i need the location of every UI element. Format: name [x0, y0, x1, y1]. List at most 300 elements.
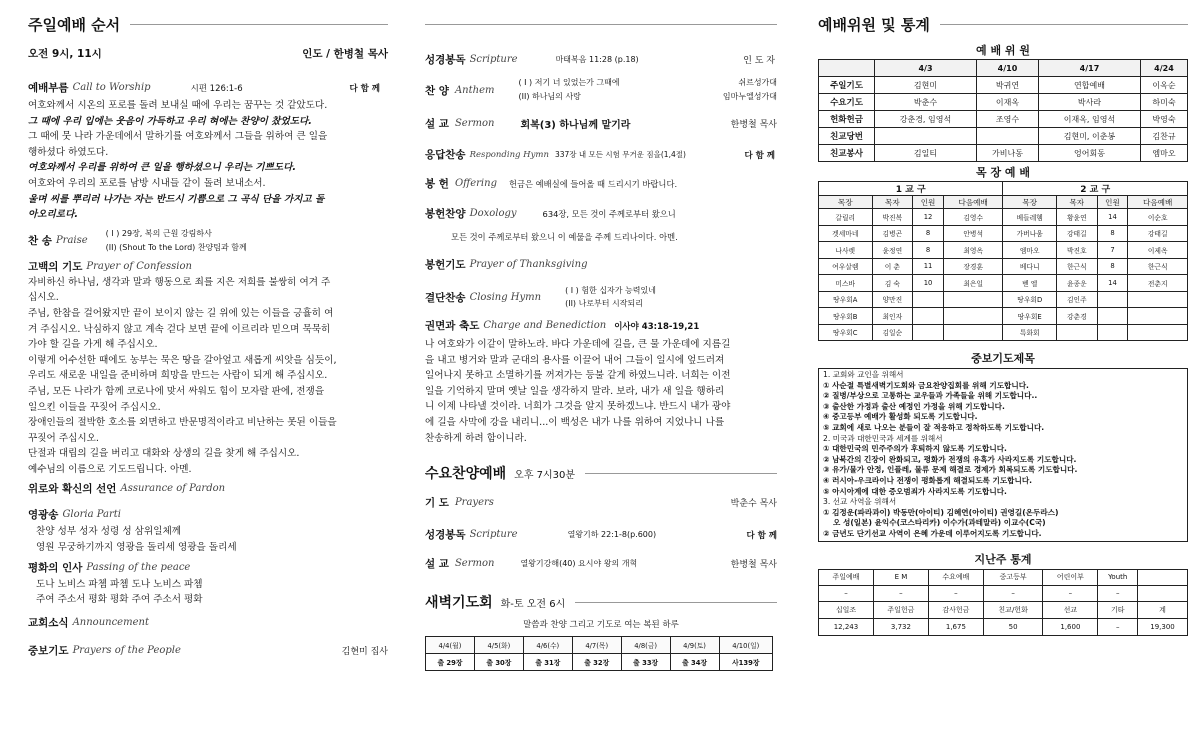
dawn-day: 4/7(목): [572, 637, 621, 654]
service-leader: 인도 / 한병철 목사: [302, 48, 388, 60]
cell-cell: 김영수: [943, 209, 1003, 226]
stat-value: 1,675: [928, 618, 983, 635]
assurance-label: 위로와 확신의 선언: [28, 483, 117, 496]
people-prayer-label: 중보기도: [28, 644, 69, 657]
confession-line: 일으킨 이들을 꾸짖어 주십시오.: [28, 401, 161, 413]
offering-row: [425, 176, 777, 191]
doxology-label: 봉헌찬양: [425, 208, 466, 220]
prayer-item: ③ 출산한 가정과 출산 예정인 가정을 위해 기도합니다.: [823, 401, 1005, 411]
stat-header: 기타: [1098, 601, 1138, 618]
charge-label-en: Charge and Benediction: [483, 320, 607, 331]
announcement-label: 교회소식: [28, 616, 69, 629]
peace-label-en: Passing of the peace: [86, 561, 191, 573]
cell-cell: 박진복: [872, 209, 913, 226]
cell-cell: 땅우회D: [1003, 291, 1057, 308]
doxology-row: [425, 206, 777, 221]
service-time: 오전 9시, 11시: [28, 48, 102, 60]
call-line: 아오리로다.: [28, 209, 78, 221]
cell-cell: 강춘경: [1056, 308, 1097, 325]
stat-header: 중고등부: [983, 569, 1043, 585]
prayer-heading: 3. 선교 사역을 위해서: [823, 497, 897, 507]
praise-label-en: Praise: [55, 235, 88, 247]
cell-cell: [943, 291, 1003, 308]
cell-cell: 8: [913, 242, 944, 259]
cell-cell: 최인자: [872, 308, 913, 325]
anthem-item: ( I ) 저기 너 있었는가 그때에: [518, 78, 620, 87]
charge-text: [425, 337, 777, 446]
stat-value: –: [873, 585, 928, 601]
call-ref: 시편 126:1-6: [190, 83, 243, 94]
stat-header: 주일헌금: [873, 601, 928, 618]
call-to-worship-row: [28, 80, 388, 95]
dawn-day: 4/10(일): [719, 637, 772, 654]
cell-row: [819, 242, 1188, 259]
gloria-label: 영광송: [28, 509, 59, 522]
announcement-label-en: Announcement: [72, 616, 149, 628]
cell-cell: 12: [913, 209, 944, 226]
gloria-label-en: Gloria Parti: [62, 509, 122, 521]
cell-cell: 최은일: [943, 275, 1003, 292]
stat-value: –: [928, 585, 983, 601]
sermon-row: [425, 116, 777, 131]
call-line: 그 때에 뭇 나라 가운데에서 말하기를 여호와께서 그들을 위하여 큰 일을: [28, 131, 328, 143]
cell-cell: 장경훈: [943, 258, 1003, 275]
people-prayer-row: [28, 643, 388, 658]
cell-row: [819, 308, 1188, 325]
cell-cell: 8: [913, 225, 944, 242]
cell-row: [819, 275, 1188, 292]
stat-value: –: [1098, 618, 1138, 635]
cell-cell: 겟세마네: [819, 225, 873, 242]
cell-cell: [943, 308, 1003, 325]
wed-sermon-label-en: Sermon: [454, 558, 495, 570]
wed-scripture-row: [425, 527, 777, 542]
committee-header: 4/17: [1039, 60, 1141, 77]
peace-line: 도나 노비스 파쳄 파쳄 도나 노비스 파쳄: [36, 578, 203, 590]
worship-committee-table: [818, 59, 1188, 162]
anthem-choir: 쉬르성가대: [738, 78, 777, 87]
dawn-reading: 출 34장: [670, 654, 719, 671]
cell-cell: 베다니: [1003, 258, 1057, 275]
cell-cell: [1097, 324, 1128, 341]
wed-sermon-row: [425, 556, 777, 571]
stat-value: 3,732: [873, 618, 928, 635]
committee-cell: 박춘수: [875, 94, 977, 111]
stat-value: 50: [983, 618, 1043, 635]
scripture-by: 인 도 자: [743, 56, 775, 66]
cell-header: 목장: [1003, 196, 1057, 209]
committee-cell: 김현미: [875, 77, 977, 94]
section-header: [818, 13, 1188, 35]
prayer-item: ① 김정운(파라과이) 박동만(아이티) 김혜연(아이티) 권영길(온두라스): [823, 507, 1059, 517]
wed-scripture-ref: 열왕기하 22:1-8(p.600): [567, 530, 657, 540]
confession-line: 가야 할 길을 가게 해 주십시오.: [28, 339, 158, 351]
closing-items: [565, 284, 656, 310]
stats-table: [818, 569, 1188, 636]
committee-cell: 가비나동: [976, 145, 1038, 162]
confession-row: [28, 259, 388, 274]
cell-cell: 베들레헴: [1003, 209, 1057, 226]
dawn-reading: 출 32장: [572, 654, 621, 671]
offering-label-en: Offering: [454, 178, 497, 189]
committee-cell: 조영수: [976, 111, 1038, 128]
call-line: 여호와께서 우리를 위하여 큰 일을 행하셨으니 우리는 기쁘도다.: [28, 162, 296, 174]
cell-cell: 나사렛: [819, 242, 873, 259]
call-by: 다 함 께: [349, 83, 380, 94]
cell-cell: [913, 324, 944, 341]
cell-row: [819, 258, 1188, 275]
stat-value: 12,243: [819, 618, 874, 635]
committee-cell: [976, 128, 1038, 145]
cell-cell: 11: [913, 258, 944, 275]
committee-row: [819, 94, 1188, 111]
wed-sermon-title: 열왕기강해(40) 요시야 왕의 개혁: [520, 559, 638, 569]
peace-label: 평화의 인사: [28, 561, 83, 574]
cell-cell: 강태길: [1056, 225, 1097, 242]
thanksgiving-label-en: Prayer of Thanksgiving: [469, 259, 588, 270]
section-header: [28, 13, 388, 35]
stat-header: [1138, 569, 1188, 585]
committee-cell: 박영숙: [1140, 111, 1187, 128]
cell-cell: 김인주: [1056, 291, 1097, 308]
committee-cell: 김현미, 이춘봉: [1039, 128, 1141, 145]
committee-row: [819, 145, 1188, 162]
cell-row: [819, 209, 1188, 226]
committee-cell: 이재옥: [976, 94, 1038, 111]
praise-items: [106, 227, 247, 255]
cell-cell: 박진호: [1056, 242, 1097, 259]
dawn-table: [425, 636, 773, 671]
closing-item: (II) 나로부터 시작되리: [565, 299, 643, 308]
cell-cell: 갈릴리: [819, 209, 873, 226]
cell-cell: 안병석: [943, 225, 1003, 242]
cell-header: 다음예배: [1128, 196, 1188, 209]
prayer-item: ② 금년도 단기선교 사역이 은혜 가운데 이루어지도록 기도합니다.: [823, 528, 1042, 538]
wed-prayer-by: 박춘수 목사: [730, 499, 777, 510]
prayer-item: ① 사순절 특별새벽기도회와 금요찬양집회를 위해 기도합니다.: [823, 380, 1029, 390]
charge-line: 일어나지 못하고 소멸하기를 꺼져가는 등불 같게 하였느니라. 너희는 이전: [425, 370, 731, 382]
anthem-items: [518, 76, 777, 104]
service-order-column: [28, 0, 388, 658]
committee-header: [819, 60, 875, 77]
stat-value: –: [1098, 585, 1138, 601]
confession-line: 예수님의 이름으로 기도드립니다. 아멘.: [28, 463, 192, 475]
confession-line: 우리도 새로운 내일을 준비하며 희망을 만드는 사람이 되게 해 주십시오.: [28, 370, 328, 382]
dawn-header: [425, 591, 777, 613]
sermon-title: 회복(3) 하나님께 맡기라: [520, 120, 631, 131]
anthem-choir: 임마누엘성가대: [722, 92, 777, 101]
cell-header: 인원: [1097, 196, 1128, 209]
sermon-by: 한병철 목사: [730, 120, 777, 130]
praise-item: ( I ) 29장, 복의 근원 강림하사: [105, 228, 212, 238]
confession-line: 단절과 대립의 길을 버리고 대화와 상생의 길을 찾게 해 주십시오.: [28, 448, 300, 460]
wednesday-title: 수요찬양예배: [425, 466, 507, 483]
committee-header: 4/24: [1140, 60, 1187, 77]
cell-header: 목장: [819, 196, 873, 209]
stat-value: [1138, 585, 1188, 601]
closing-hymn-row: [425, 284, 777, 310]
anthem-item: (II) 하나님의 사랑: [518, 92, 581, 101]
committee-column: [818, 0, 1188, 636]
wed-prayer-row: [425, 495, 777, 510]
assurance-label-en: Assurance of Pardon: [120, 483, 226, 495]
prayer-item: ⑤ 아시아계에 대한 증오범죄가 사라지도록 기도합니다.: [823, 486, 1007, 496]
committee-cell: 강춘경, 임영석: [875, 111, 977, 128]
wed-prayer-label-en: Prayers: [454, 497, 494, 509]
charge-line: 일을 기억하지 말며 옛날 일을 생각하지 말라. 보라, 내가 새 일을 행하리: [425, 385, 725, 397]
call-text: [28, 98, 388, 223]
cell-cell: 미스바: [819, 275, 873, 292]
cell-cell: 황윤연: [1056, 209, 1097, 226]
committee-cell: 엠마오: [1140, 145, 1187, 162]
anthem-label-en: Anthem: [454, 84, 495, 96]
cell-cell: 최영옥: [943, 242, 1003, 259]
confession-line: 주님, 모든 나라가 함께 코로나에 맞서 싸워도 힘이 모자랄 판에, 전쟁을: [28, 385, 325, 397]
prayer-item: ② 남북간의 긴장이 완화되고, 평화가 전쟁의 유혹가 사라지도록 기도합니다.: [823, 454, 1077, 464]
praise-row: [28, 227, 388, 255]
cell-cell: 땅우회E: [1003, 308, 1057, 325]
stat-header: 주일예배: [819, 569, 874, 585]
cell-cell: 8: [1097, 258, 1128, 275]
dawn-day: 4/8(금): [621, 637, 670, 654]
wed-scripture-label: 성경봉독: [425, 529, 466, 542]
closing-item: ( I ) 험한 십자가 능력있네: [565, 286, 656, 295]
confession-line: 십시오.: [28, 292, 59, 304]
cell-cell: 이제옥: [1128, 242, 1188, 259]
cell-cell: 이순호: [1128, 209, 1188, 226]
prayer-item: ④ 중고등부 예배가 활성화 되도록 기도합니다.: [823, 412, 978, 422]
cell-cell: 이 춘: [872, 258, 913, 275]
confession-line: 겨 주십시오. 낙심하지 않고 계속 걷다 보면 끝에 이르리라 믿으며 묵묵히: [28, 323, 331, 335]
responding-hymn-row: [425, 147, 777, 162]
cell-cell: 윤종운: [1056, 275, 1097, 292]
sermon-label: 설 교: [425, 118, 449, 130]
dawn-time: 화-토 오전 6시: [500, 598, 566, 610]
service-time-row: [28, 46, 388, 61]
committee-cell: 친교당번: [819, 128, 875, 145]
dawn-reading: 출 33장: [621, 654, 670, 671]
prayer-item: ④ 러시아-우크라이나 전쟁이 평화롭게 해결되도록 기도합니다.: [823, 475, 1033, 485]
cell-cell: 가버나움: [1003, 225, 1057, 242]
worship-committee-title: 예 배 위 원: [976, 44, 1030, 57]
confession-label: 고백의 기도: [28, 260, 83, 273]
anthem-label: 찬 양: [425, 84, 449, 97]
responding-label: 응답찬송: [425, 149, 466, 161]
gloria-text: [28, 524, 388, 555]
peace-text: [28, 577, 388, 608]
cell-cell: 14: [1097, 209, 1128, 226]
dawn-reading: 출 29장: [426, 654, 475, 671]
scripture-label: 성경봉독: [425, 54, 466, 66]
cell-cell: 김병곤: [872, 225, 913, 242]
gloria-row: [28, 507, 388, 522]
call-label: 예배부름: [28, 82, 69, 94]
closing-label-en: Closing Hymn: [469, 291, 542, 303]
responding-by: 다 함 께: [744, 150, 775, 161]
confession-label-en: Prayer of Confession: [86, 260, 192, 272]
stat-header: Youth: [1098, 569, 1138, 585]
stat-value: 19,300: [1138, 618, 1188, 635]
call-line: 그 때에 우리 입에는 웃음이 가득하고 우리 혀에는 찬양이 찼었도다.: [28, 115, 312, 127]
wed-sermon-by: 한병철 목사: [730, 560, 777, 571]
committee-cell: [875, 128, 977, 145]
service-order-column-2: [425, 0, 777, 671]
committee-cell: 김일티: [875, 145, 977, 162]
charge-line: 찬송하게 하려 함이니라.: [425, 432, 527, 444]
closing-label: 결단찬송: [425, 291, 466, 304]
committee-cell: 박사라: [1039, 94, 1141, 111]
charge-line: 을 내고 병거와 말과 군대의 용사를 이끌어 내어 그들이 일시에 엎드러져: [425, 354, 725, 366]
cell-cell: 8: [1097, 225, 1128, 242]
stats-title: 지난주 통계: [974, 552, 1032, 566]
scripture-ref: 마태복음 11:28 (p.18): [555, 55, 639, 64]
wed-sermon-label: 설 교: [425, 558, 449, 571]
thanksgiving-label: 봉헌기도: [425, 259, 466, 271]
dawn-reading: 출 31장: [523, 654, 572, 671]
people-prayer-by: 김현미 집사: [341, 646, 388, 657]
cell-cell: [1128, 324, 1188, 341]
cell-cell: [1097, 291, 1128, 308]
cell-header: 목자: [1056, 196, 1097, 209]
committee-cell: 친교봉사: [819, 145, 875, 162]
charge-label: 권면과 축도: [425, 320, 480, 332]
confession-line: 꾸짖어 주십시오.: [28, 432, 99, 444]
district-2: 2 교 구: [1003, 182, 1188, 196]
dawn-reading: 출 30장: [474, 654, 523, 671]
gloria-line: 찬양 성부 성자 성령 성 삼위일체께: [36, 526, 181, 538]
offering-text: 헌금은 예배실에 들어올 때 드리시기 바랍니다.: [508, 178, 678, 189]
cell-header: 다음예배: [943, 196, 1003, 209]
cell-cell: 양만진: [872, 291, 913, 308]
committee-cell: 수요기도: [819, 94, 875, 111]
prayer-item: ① 대한민국의 민주주의가 후퇴하지 않도록 기도합니다.: [823, 444, 1007, 454]
committee-row: [819, 111, 1188, 128]
stat-header: 친교/헌화: [983, 601, 1043, 618]
cell-cell: [913, 291, 944, 308]
cell-cell: 여우살렘: [819, 258, 873, 275]
cell-cell: [1128, 291, 1188, 308]
call-line: 여호와여 우리의 포로를 남방 시내들 같이 돌려 보내소서.: [28, 177, 266, 189]
stat-value: 1,600: [1043, 618, 1098, 635]
wed-scripture-label-en: Scripture: [469, 529, 518, 541]
sermon-label-en: Sermon: [454, 118, 495, 129]
cell-cell: 엠마오: [1003, 242, 1057, 259]
stat-header: 선교: [1043, 601, 1098, 618]
cell-worship-table: [818, 181, 1188, 341]
praise-item: (II) (Shout To the Lord) 찬양팀과 함께: [105, 242, 247, 252]
cell-cell: [1128, 308, 1188, 325]
cell-cell: [1056, 324, 1097, 341]
wed-prayer-label: 기 도: [425, 497, 449, 510]
dawn-day: 4/6(수): [523, 637, 572, 654]
wed-scripture-by: 다 함 께: [746, 530, 777, 541]
stat-value: –: [1043, 585, 1098, 601]
dawn-day: 4/4(월): [426, 637, 475, 654]
committee-cell: 연합예배: [1039, 77, 1141, 94]
top-rule: [425, 13, 777, 35]
confession-line: 자비하신 하나님, 생각과 말과 행동으로 죄를 지은 저희를 불쌍히 여겨 주: [28, 276, 331, 288]
responding-label-en: Responding Hymn: [469, 149, 549, 160]
committee-row: [819, 77, 1188, 94]
call-line: 울며 씨를 뿌리러 나가는 자는 반드시 기쁨으로 그 곡식 단을 가지고 돌: [28, 193, 325, 205]
scripture-label-en: Scripture: [469, 54, 518, 65]
wednesday-time: 오후 7시30분: [514, 469, 576, 481]
thanksgiving-row: [425, 257, 777, 272]
praise-label: 찬 송: [28, 235, 52, 248]
committee-cell: 하미숙: [1140, 94, 1187, 111]
prayer-heading: 2. 미국과 대한민국과 세계를 위해서: [823, 433, 943, 443]
stat-header: E M: [873, 569, 928, 585]
charge-line: 에 길을 사막에 강을 내리니...이 백성은 내가 나를 위하여 지었나니 나를: [425, 416, 725, 428]
committee-row: [819, 128, 1188, 145]
confession-line: 장애인들의 절박한 호소를 외면하고 반문명적이라고 비난하는 못된 이들을: [28, 417, 337, 429]
committee-title: 예배위원 및 통계: [818, 15, 930, 34]
confession-line: 이렇게 어수선한 때에도 농부는 묵은 땅을 갈아엎고 새롭게 씨앗을 심듯이,: [28, 354, 337, 366]
charge-ref: 이사야 43:18-19,21: [614, 321, 700, 332]
peace-line: 주여 주소서 평화 평화 주여 주소서 평화: [36, 594, 203, 606]
prayer-requests-box: [818, 368, 1188, 542]
cell-cell: 윤정연: [872, 242, 913, 259]
committee-cell: 헌화헌금: [819, 111, 875, 128]
scripture-row: [425, 52, 777, 67]
committee-cell: 이옥순: [1140, 77, 1187, 94]
cell-cell: 땅우회C: [819, 324, 873, 341]
doxology-hymn: 634장, 모든 것이 주께로부터 왔으니: [542, 208, 676, 219]
stat-header: 수요예배: [928, 569, 983, 585]
committee-cell: 엉어회동: [1039, 145, 1141, 162]
cell-cell: 14: [1097, 275, 1128, 292]
service-order-title: 주일예배 순서: [28, 15, 121, 34]
dawn-day: 4/9(토): [670, 637, 719, 654]
stat-header: 계: [1138, 601, 1188, 618]
cell-worship-title: 목 장 예 배: [976, 166, 1030, 179]
confession-line: 주님, 한참을 걸어왔지만 끝이 보이지 않는 길 위에 있는 이들을 긍휼히 여: [28, 307, 334, 319]
cell-cell: 7: [1097, 242, 1128, 259]
prayer-item: ③ 유가/물가 안정, 인플레, 물류 문제 해결로 경제가 회복되도록 기도합니다.: [823, 465, 1078, 475]
cell-cell: 김 숙: [872, 275, 913, 292]
district-1: 1 교 구: [819, 182, 1003, 196]
prayer-requests-title: 중보기도제목: [971, 352, 1035, 365]
cell-cell: 전춘지: [1128, 275, 1188, 292]
cell-cell: 한근식: [1056, 258, 1097, 275]
prayer-item: ⑤ 교회에 새로 나오는 분들이 잘 적응하고 정착하도록 기도합니다.: [823, 422, 1045, 432]
stat-value: –: [819, 585, 874, 601]
cell-cell: 특화회: [1003, 324, 1057, 341]
committee-cell: 박귀연: [976, 77, 1038, 94]
announcement-row: [28, 615, 388, 630]
confession-text: [28, 275, 388, 478]
cell-cell: 땅우회B: [819, 308, 873, 325]
cell-header: 인원: [913, 196, 944, 209]
cell-cell: [1097, 308, 1128, 325]
doxology-text: 모든 것이 주께로부터 왔으니 이 예물을 주께 드리나이다. 아멘.: [451, 232, 678, 242]
cell-cell: 한근식: [1128, 258, 1188, 275]
people-prayer-label-en: Prayers of the People: [72, 644, 181, 656]
call-line: 행하셨다 하였도다.: [28, 146, 109, 158]
peace-row: [28, 560, 388, 575]
stat-header: 어린이부: [1043, 569, 1098, 585]
cell-cell: 김일순: [872, 324, 913, 341]
cell-row: [819, 324, 1188, 341]
committee-header: 4/10: [976, 60, 1038, 77]
dawn-subtitle: 말씀과 찬양 그리고 기도로 여는 복된 하루: [523, 620, 679, 631]
cell-row: [819, 225, 1188, 242]
dawn-title: 새벽기도회: [425, 595, 493, 612]
prayer-heading: 1. 교회와 교인을 위해서: [823, 370, 904, 379]
prayer-item: ② 질병/부상으로 고통하는 교우들과 가족들을 위해 기도합니다..: [823, 391, 1038, 401]
cell-header: 목자: [872, 196, 913, 209]
stat-header: 십일조: [819, 601, 874, 618]
